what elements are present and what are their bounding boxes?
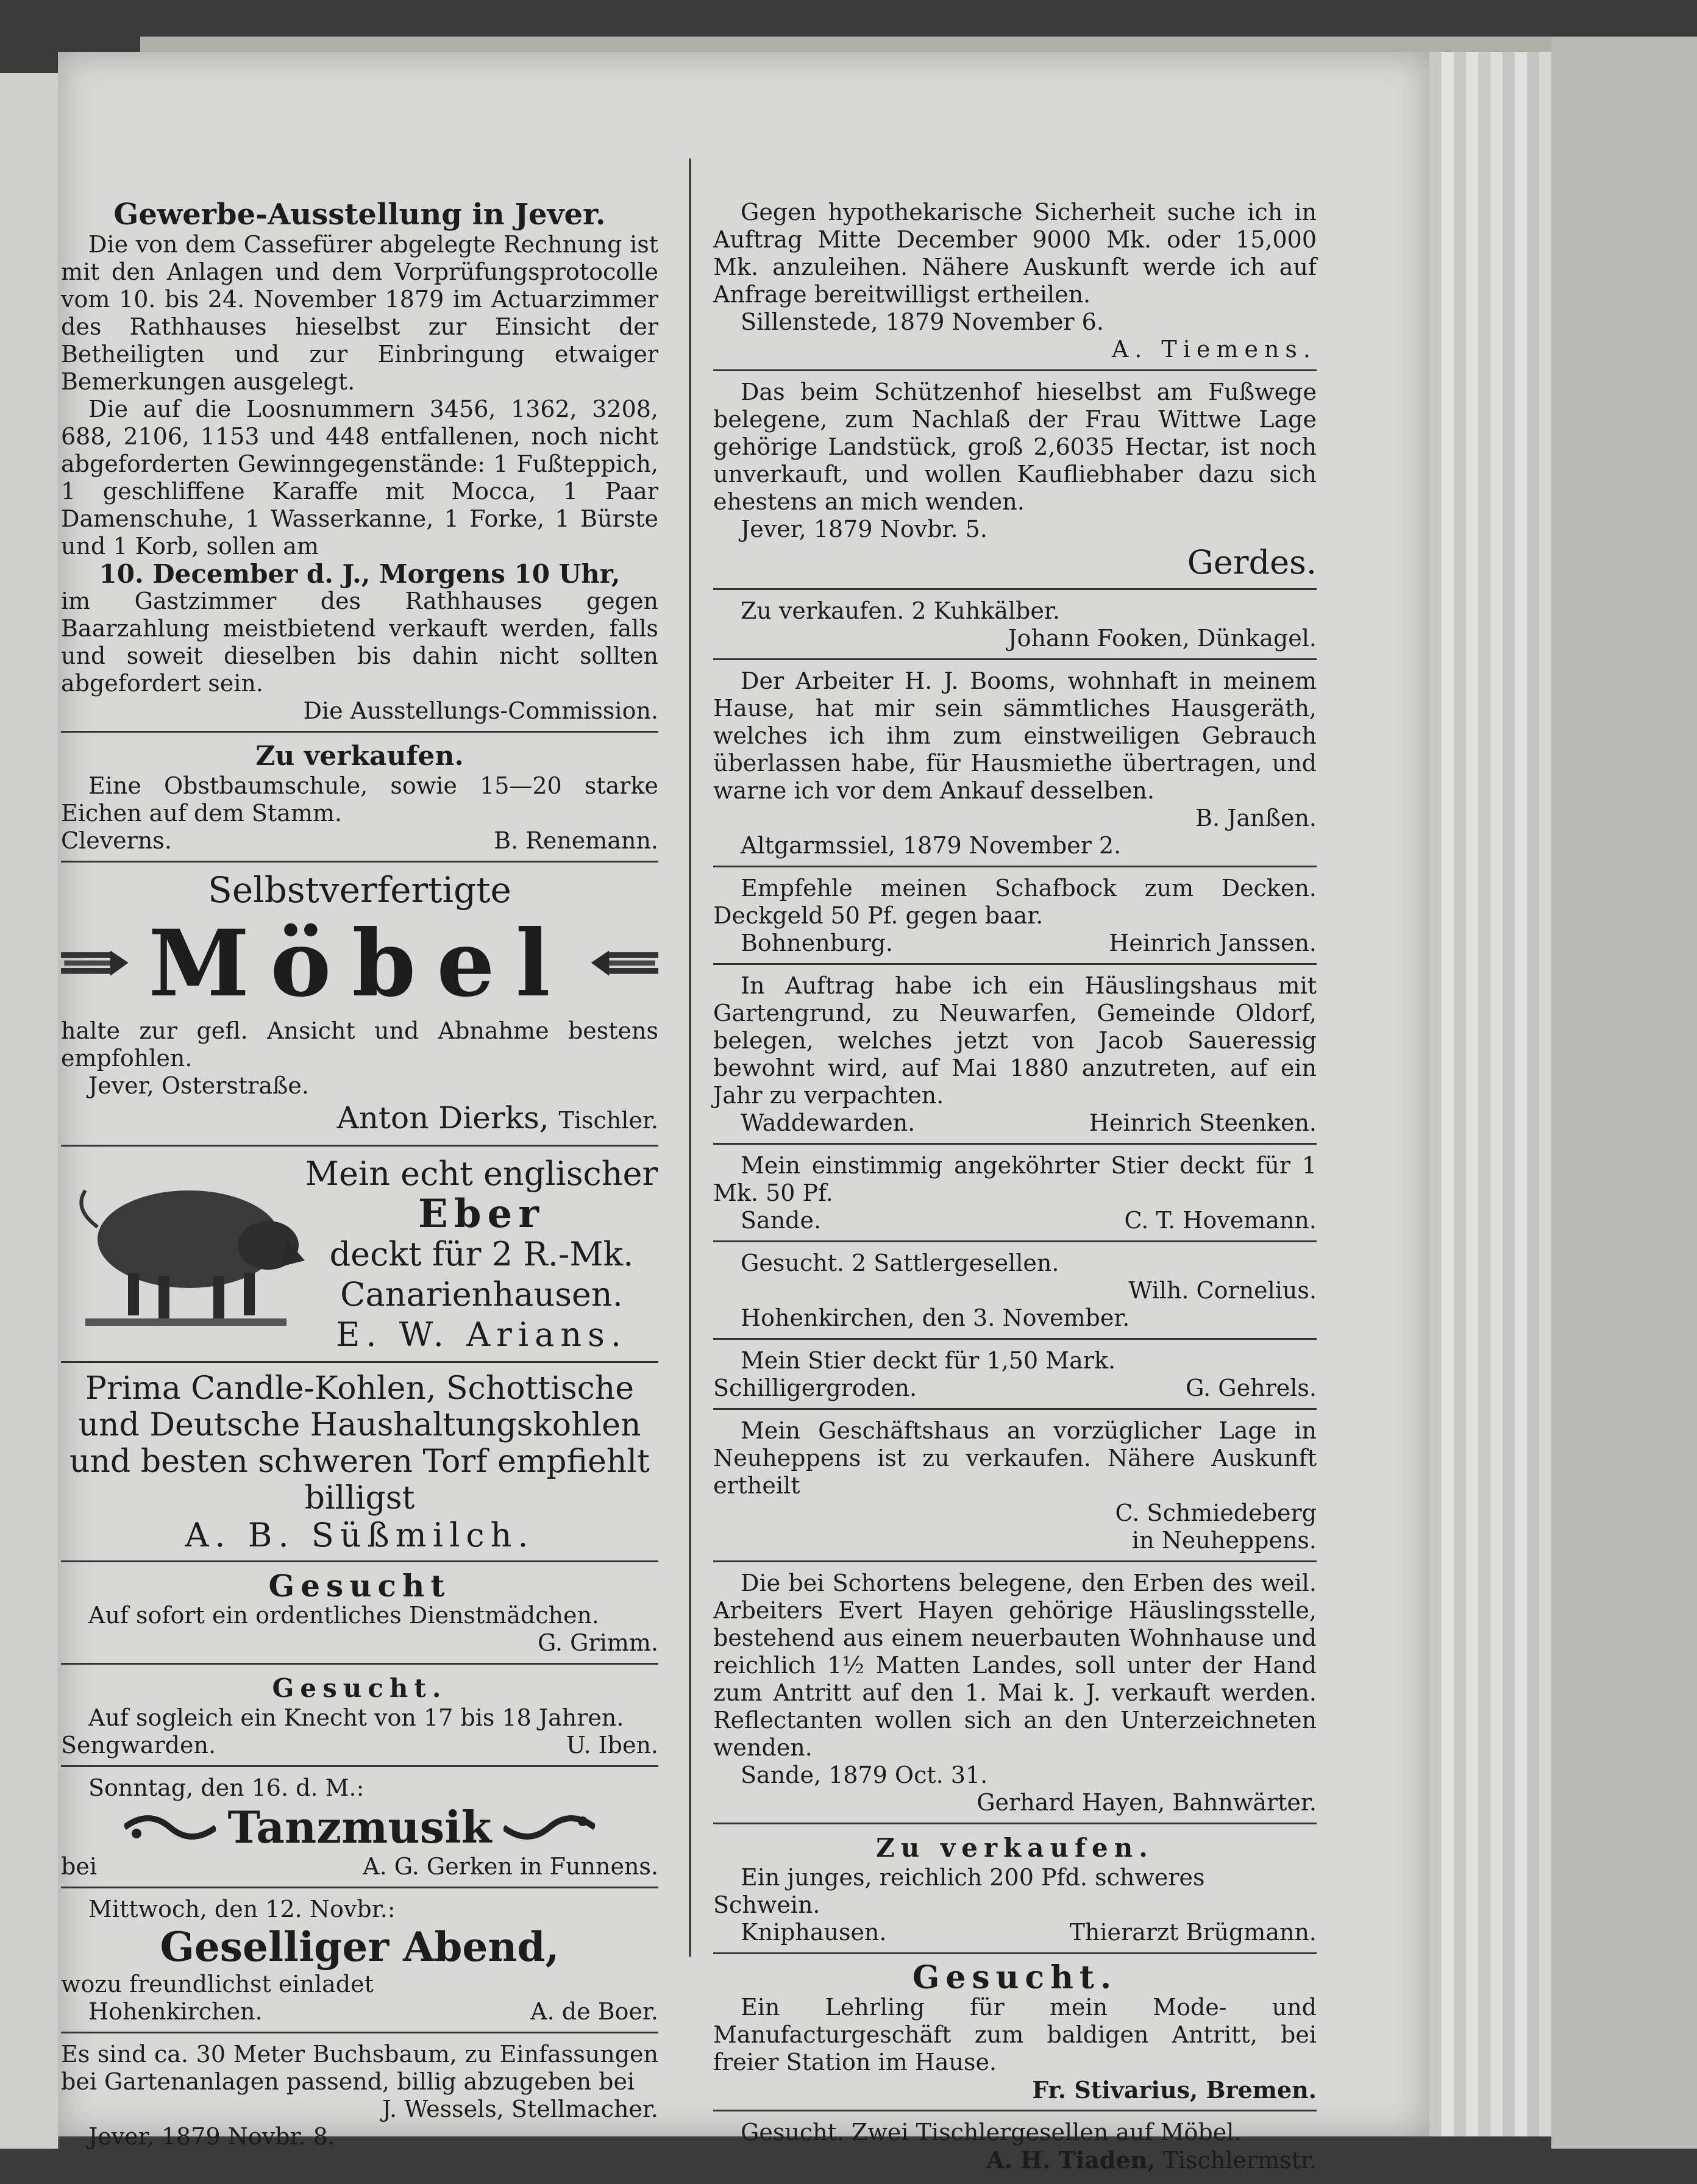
obst-name: B. Renemann.	[494, 827, 658, 854]
tanz-name: A. G. Gerken in Funnens.	[363, 1853, 658, 1880]
lehrling-title: Gesucht.	[912, 1959, 1118, 1996]
kuhkaelber-name: Johann Fooken, Dünkagel.	[1008, 625, 1317, 652]
haeusling-footer	[713, 1109, 1317, 1137]
stier2-name: G. Gehrels.	[1186, 1375, 1317, 1401]
gesucht2-footer	[61, 1732, 658, 1759]
hypo-text: Gegen hypothekarische Sicherheit suche ich in Auftrag Mitte December 9000 Mk. oder 15,000 Mk. anzuleihen. Nähere Auskunft werde ich auf Anfrage bereitwilligst ertheilen.	[713, 199, 1317, 308]
moebel-word: Möbel	[148, 910, 571, 1017]
obst-title: Zu verkaufen.	[255, 741, 464, 772]
boar-illustration	[61, 1154, 305, 1343]
haeusling-name: Heinrich Steenken.	[1089, 1109, 1317, 1136]
gewerbe-signature: Die Ausstellungs-Commission.	[303, 697, 658, 724]
ad-hypothek	[713, 195, 1317, 371]
ad-geschaeftshaus	[713, 1414, 1317, 1562]
hypo-name: A. Tiemens.	[1111, 336, 1317, 363]
previous-page-edge	[0, 73, 60, 2149]
tischler-signature	[713, 2146, 1317, 2174]
ad-kuhkaelber	[713, 594, 1317, 660]
buchs-text: Es sind ca. 30 Meter Buchsbaum, zu Einfassungen bei Gartenanlagen passend, billig abzugeben bei	[61, 2041, 658, 2095]
abend-text: wozu freundlichst einladet	[61, 1971, 374, 1997]
lehrling-name: Fr. Stivarius, Bremen.	[1032, 2076, 1317, 2104]
gesucht2-name: U. Iben.	[566, 1732, 658, 1759]
eber-line-2: Eber	[418, 1191, 545, 1237]
gesucht1-name: G. Grimm.	[538, 1629, 658, 1656]
landstueck-text: Das beim Schützenhof hieselbst am Fußwege belegene, zum Nachlaß der Frau Wittwe Lage gehörige Landstück, groß 2,6035 Hectar, ist noch unverkauft, und wollen Kaufliebhaber dazu sich ehestens an mich wenden.	[713, 379, 1317, 515]
gesucht1-text: Auf sofort ein ordentliches Dienstmädchen.	[88, 1602, 599, 1629]
schafbock-place: Bohnenburg.	[741, 930, 894, 956]
geschaeftshaus-text: Mein Geschäftshaus an vorzüglicher Lage in Neuheppens ist zu verkaufen. Nähere Auskunft ertheilt	[713, 1417, 1317, 1499]
pointing-hand-right-icon	[61, 930, 130, 997]
abend-place: Hohenkirchen.	[88, 1998, 263, 2025]
stier1-footer	[713, 1207, 1317, 1234]
obst-footer	[61, 827, 658, 855]
gesucht2-text: Auf sogleich ein Knecht von 17 bis 18 Jahren.	[88, 1704, 624, 1731]
ad-tischlergesellen	[713, 2115, 1317, 2180]
moebel-banner	[61, 910, 658, 1017]
schafbock-footer	[713, 930, 1317, 957]
stier2-footer	[713, 1375, 1317, 1402]
schwein-name: Thierarzt Brügmann.	[1069, 1919, 1317, 1946]
sattler-date: Hohenkirchen, den 3. November.	[741, 1304, 1130, 1331]
ornament-left-icon	[124, 1809, 216, 1846]
ad-obstbaumschule	[61, 736, 658, 863]
tanz-footer	[61, 1853, 658, 1880]
ad-haeuslingshaus	[713, 969, 1317, 1145]
haeusling-text: In Auftrag habe ich ein Häuslingshaus mit Gartengrund, zu Neuwarfen, Gemeinde Oldorf, belegen, welches jetzt von Jacob Saueressig bewohnt wird, auf Mai 1880 anzutreten, auf ein Jahr zu verpachten.	[713, 972, 1317, 1109]
gewerbe-text-1: Die von dem Cassefürer abgelegte Rechnung ist mit den Anlagen und dem Vorprüfungsprotocolle vom 10. bis 24. November 1879 im Actuarzimmer des Rathhauses hieselbst zur Einsicht der Betheiligten und zur Einbringung etwaiger Bemerkungen ausgelegt.	[61, 231, 658, 395]
gewerbe-text-3: im Gastzimmer des Rathhauses gegen Baarzahlung meistbietend verkauft werden, falls und soweit dieselben bis dahin nicht sollten abgefordert sein.	[61, 588, 658, 697]
abend-name: A. de Boer.	[530, 1998, 658, 2025]
ad-moebel	[61, 866, 658, 1147]
tanz-word: Tanzmusik	[227, 1801, 492, 1853]
gesucht2-title: Gesucht.	[272, 1673, 447, 1703]
eber-line-1: Mein echt englischer	[305, 1154, 658, 1193]
buchs-name: J. Wessels, Stellmacher.	[382, 2096, 658, 2122]
ad-lehrling	[713, 1958, 1317, 2111]
gesucht1-title: Gesucht	[268, 1568, 451, 1604]
ad-sattlergesellen	[713, 1246, 1317, 1340]
eber-line-4: Canarienhausen.	[340, 1275, 623, 1314]
stier1-place: Sande.	[741, 1207, 822, 1234]
right-column	[713, 195, 1317, 2184]
stier1-text: Mein einstimmig angeköhrter Stier deckt für 1 Mk. 50 Pf.	[713, 1152, 1317, 1206]
ad-gewerbe-ausstellung	[61, 195, 658, 733]
booms-date: Altgarmssiel, 1879 November 2.	[741, 832, 1122, 859]
ad-gesucht-dienstmaedchen	[61, 1566, 658, 1665]
schafbock-text: Empfehle meinen Schafbock zum Decken. Deckgeld 50 Pf. gegen baar.	[713, 875, 1317, 929]
moebel-text: halte zur gefl. Ansicht und Abnahme bestens empfohlen.	[61, 1017, 658, 1072]
booms-name: B. Janßen.	[1195, 805, 1317, 831]
tischler-text: Gesucht. Zwei Tischlergesellen auf Möbel.	[741, 2119, 1242, 2146]
hayen-name: Gerhard Hayen, Bahnwärter.	[977, 1789, 1317, 1816]
obst-text: Eine Obstbaumschule, sowie 15—20 starke Eichen auf dem Stamm.	[61, 772, 658, 827]
geschaeftshaus-place: in Neuheppens.	[1131, 1527, 1317, 1554]
schwein-place: Kniphausen.	[741, 1919, 887, 1946]
page-stack-edge	[1429, 52, 1551, 2136]
sattler-text: Gesucht. 2 Sattlergesellen.	[741, 1250, 1059, 1276]
landstueck-date: Jever, 1879 Novbr. 5.	[741, 516, 987, 542]
abend-date: Mittwoch, den 12. Novbr.:	[88, 1896, 396, 1923]
ornament-right-icon	[503, 1809, 595, 1846]
gewerbe-title: Gewerbe-Ausstellung in Jever.	[113, 197, 606, 232]
eber-line-3: deckt für 2 R.-Mk.	[329, 1235, 634, 1273]
moebel-signature	[61, 1100, 658, 1139]
tanz-date: Sonntag, den 16. d. M.:	[88, 1774, 365, 1801]
eber-text	[305, 1154, 658, 1355]
geschaeftshaus-name: C. Schmiedeberg	[1115, 1499, 1317, 1526]
moebel-heading: Selbstverfertigte	[208, 869, 511, 911]
ad-stier-gehrels	[713, 1343, 1317, 1410]
eber-line-5: E. W. Arians.	[335, 1315, 628, 1354]
moebel-name: Anton Dierks,	[336, 1100, 549, 1136]
ad-stier-hovemann	[713, 1148, 1317, 1242]
haeusling-place: Waddewarden.	[741, 1109, 916, 1136]
moebel-place: Jever, Osterstraße.	[88, 1072, 309, 1099]
ad-schwein	[713, 1828, 1317, 1954]
book-cover	[1551, 37, 1697, 2149]
ad-geselliger-abend	[61, 1892, 658, 2033]
eber-row	[61, 1154, 658, 1355]
ad-tanzmusik	[61, 1771, 658, 1888]
ad-gesucht-knecht	[61, 1668, 658, 1767]
gewerbe-date: 10. December d. J., Morgens 10 Uhr,	[99, 559, 621, 589]
gewerbe-text-2: Die auf die Loosnummern 3456, 1362, 3208, 688, 2106, 1153 und 448 entfallenen, noch nicht abgeforderten Gewinngegenstände: 1 Fußteppich, 1 geschliffene Karaffe mit Mocca, 1 Paar Damenschuhe, 1 Wasserkanne, 1 Forke, 1 Bürste und 1 Korb, sollen am	[61, 396, 658, 560]
landstueck-name: Gerdes.	[1187, 543, 1317, 582]
tischler-name: A. H. Tiaden,	[986, 2146, 1156, 2174]
lehrling-text: Ein Lehrling für mein Mode- und Manufacturgeschäft zum baldigen Antritt, bei freier Station im Hause.	[713, 1994, 1317, 2076]
gesucht2-place: Sengwarden.	[61, 1732, 216, 1759]
abend-footer	[61, 1998, 658, 2026]
ad-kohlen	[61, 1367, 658, 1562]
stier2-place: Schilligergroden.	[713, 1375, 917, 1401]
hayen-text: Die bei Schortens belegene, den Erben des weil. Arbeiters Evert Hayen gehörige Häuslingsstelle, bestehend aus einem neuerbauten Wohnhause und reichlich 1½ Matten Landes, soll unter der Hand zum Antritt auf den 1. Mai k. J. verkauft werden. Reflectanten wollen sich an den Unterzeichneten wenden.	[713, 1570, 1317, 1761]
schwein-text: Ein junges, reichlich 200 Pfd. schweres Schwein.	[713, 1864, 1205, 1918]
kohlen-text: Prima Candle-Kohlen, Schottische und Deutsche Haushaltungskohlen und besten schweren Torf empfiehlt billigst	[69, 1370, 650, 1517]
tanz-banner	[61, 1802, 658, 1853]
ad-booms	[713, 664, 1317, 867]
moebel-trade: Tischler.	[558, 1107, 658, 1134]
tanz-bei: bei	[61, 1853, 97, 1880]
schafbock-name: Heinrich Janssen.	[1109, 930, 1317, 956]
stier1-name: C. T. Hovemann.	[1124, 1207, 1317, 1234]
ad-schafbock	[713, 871, 1317, 965]
left-column	[61, 195, 658, 2160]
column-divider	[689, 158, 691, 1957]
ad-buchsbaum	[61, 2037, 658, 2157]
tischler-trade: Tischlermstr.	[1162, 2147, 1317, 2174]
hypo-date: Sillenstede, 1879 November 6.	[741, 308, 1104, 335]
schwein-title: Zu verkaufen.	[876, 1833, 1154, 1863]
schwein-footer	[713, 1919, 1317, 1946]
booms-text: Der Arbeiter H. J. Booms, wohnhaft in meinem Hause, hat mir sein sämmtliches Hausgeräth, welches ich ihm zum einstweiligen Gebrauch überlassen habe, für Hausmiethe übertragen, und warne ich vor dem Ankauf desselben.	[713, 667, 1317, 804]
ad-eber	[61, 1150, 658, 1363]
hayen-date: Sande, 1879 Oct. 31.	[741, 1762, 988, 1788]
ad-hayen	[713, 1566, 1317, 1824]
kohlen-name: A. B. Süßmilch.	[185, 1516, 535, 1554]
sattler-name: Wilh. Cornelius.	[1128, 1277, 1317, 1304]
pointing-hand-left-icon	[589, 930, 658, 997]
kuhkaelber-text: Zu verkaufen. 2 Kuhkälber.	[741, 597, 1060, 624]
abend-word: Geselliger Abend,	[160, 1923, 560, 1971]
ad-landstueck	[713, 375, 1317, 590]
buchs-date: Jever, 1879 Novbr. 8.	[88, 2123, 335, 2150]
obst-place: Cleverns.	[61, 827, 172, 854]
stier2-text: Mein Stier deckt für 1,50 Mark.	[741, 1347, 1116, 1374]
